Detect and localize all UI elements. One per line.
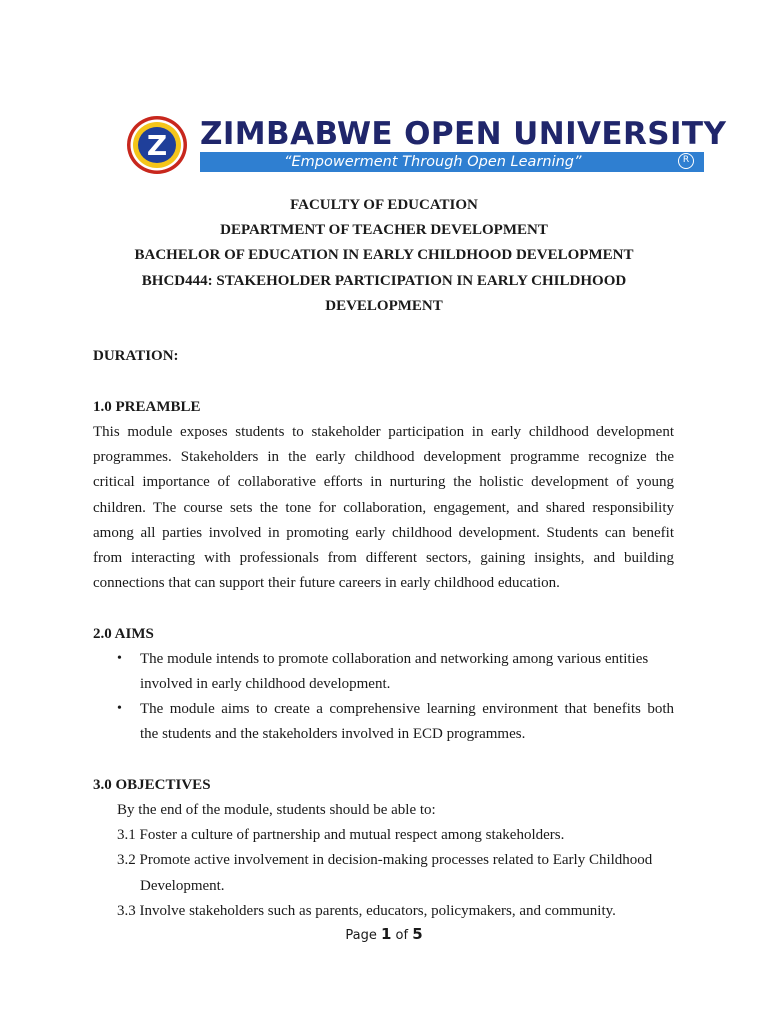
preamble-line: programmes. Stakeholders in the early childhood development programme recognize the xyxy=(93,449,674,465)
course-heading-line-2: DEVELOPMENT xyxy=(325,298,443,314)
page-word: Page xyxy=(345,928,377,943)
preamble-line: This module exposes students to stakeholder participation in early childhood development xyxy=(93,424,674,440)
university-logo xyxy=(126,114,727,176)
objectives-title: 3.0 OBJECTIVES xyxy=(93,777,211,793)
total-pages-number: 5 xyxy=(412,925,423,943)
university-tagline: “Empowerment Through Open Learning” xyxy=(284,154,582,170)
tagline-bar xyxy=(200,152,704,172)
aim-item-line: The module aims to create a comprehensive learning environment that benefits both xyxy=(140,701,674,717)
objective-item: 3.3 Involve stakeholders such as parents, educators, policymakers, and community. xyxy=(117,903,616,919)
current-page-number: 1 xyxy=(380,925,392,943)
programme-heading: BACHELOR OF EDUCATION IN EARLY CHILDHOOD DEVELOPMENT xyxy=(134,247,634,263)
aim-item-line: the students and the stakeholders involved in ECD programmes. xyxy=(140,726,526,742)
objective-item: 3.1 Foster a culture of partnership and mutual respect among stakeholders. xyxy=(117,827,565,843)
preamble-line: children. The course sets the tone for collaboration, engagement, and shared responsibility xyxy=(93,500,674,516)
objectives-intro: By the end of the module, students should be able to: xyxy=(117,802,436,818)
aim-item-line: involved in early childhood development. xyxy=(140,676,391,692)
department-heading: DEPARTMENT OF TEACHER DEVELOPMENT xyxy=(220,222,548,238)
bullet-icon: • xyxy=(117,651,122,666)
preamble-line: from interacting with professionals from different sectors, gaining insights, and building xyxy=(93,550,674,566)
of-word: of xyxy=(395,928,409,943)
preamble-title: 1.0 PREAMBLE xyxy=(93,399,201,415)
aim-item-line: The module intends to promote collaboration and networking among various entities xyxy=(140,651,649,667)
preamble-line: critical importance of collaborative efforts in nurturing the holistic development of young xyxy=(93,474,674,490)
page-footer xyxy=(0,924,768,946)
bullet-icon: • xyxy=(117,701,122,716)
objective-item: 3.2 Promote active involvement in decision-making processes related to Early Childhood xyxy=(117,852,653,868)
preamble-line: connections that can support their future careers in early childhood education. xyxy=(93,575,560,591)
faculty-heading: FACULTY OF EDUCATION xyxy=(290,197,478,213)
duration-label: DURATION: xyxy=(93,348,179,364)
objective-item-continuation: Development. xyxy=(140,878,225,894)
registered-mark-icon: R xyxy=(678,153,694,169)
zou-emblem-icon xyxy=(126,114,190,176)
emblem-letter: Z xyxy=(146,129,168,162)
aims-title: 2.0 AIMS xyxy=(93,626,154,642)
course-heading-line-1: BHCD444: STAKEHOLDER PARTICIPATION IN EARLY CHILDHOOD xyxy=(141,273,627,289)
university-name: ZIMBABWE OPEN UNIVERSITY xyxy=(200,116,727,152)
preamble-line: among all parties involved in promoting early childhood development. Students can benefit xyxy=(93,525,674,541)
